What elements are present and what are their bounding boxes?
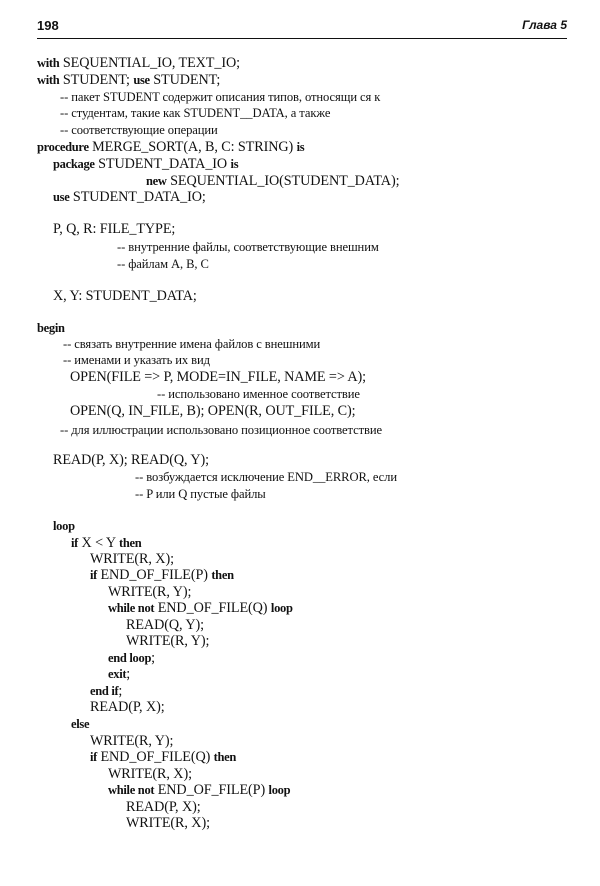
code-line bbox=[108, 650, 155, 666]
code-text: OPEN(Q, IN_FILE, B); OPEN(R, OUT_FILE, C); bbox=[70, 403, 356, 419]
code-comment: -- возбуждается исключение END__ERROR, если bbox=[135, 470, 397, 484]
keyword: while not bbox=[108, 783, 155, 797]
keyword: if bbox=[71, 536, 79, 550]
code-text: WRITE(R, X); bbox=[90, 551, 174, 567]
code-text: WRITE(R, Y); bbox=[126, 633, 210, 649]
code-line bbox=[90, 567, 234, 583]
code-text: WRITE(R, Y); bbox=[108, 584, 192, 600]
code-text: MERGE_SORT(A, B, C: STRING) bbox=[88, 139, 297, 155]
keyword: with bbox=[37, 56, 60, 70]
code-line bbox=[37, 55, 240, 71]
code-text: X < Y bbox=[78, 535, 119, 551]
keyword: use bbox=[133, 73, 150, 87]
code-line bbox=[71, 716, 89, 732]
code-line bbox=[135, 486, 266, 502]
code-line bbox=[60, 422, 382, 438]
code-text: WRITE(R, Y); bbox=[90, 733, 174, 749]
code-text: X, Y: STUDENT_DATA; bbox=[53, 288, 197, 304]
keyword: new bbox=[146, 174, 167, 188]
keyword: else bbox=[71, 717, 90, 731]
code-line bbox=[53, 452, 209, 468]
code-text: END_OF_FILE(P) bbox=[154, 782, 269, 798]
code-line bbox=[53, 156, 238, 172]
keyword: with bbox=[37, 73, 60, 87]
code-line bbox=[90, 749, 236, 765]
code-line bbox=[37, 139, 304, 155]
code-line bbox=[108, 666, 130, 682]
code-text: READ(Q, Y); bbox=[126, 617, 204, 633]
code-line bbox=[108, 600, 293, 616]
code-line bbox=[53, 518, 75, 534]
code-comment: -- для иллюстрации использовано позиционное соответствие bbox=[60, 423, 382, 437]
code-text: END_OF_FILE(Q) bbox=[154, 600, 271, 616]
keyword: then bbox=[213, 750, 237, 764]
code-line bbox=[90, 683, 122, 699]
keyword: loop bbox=[53, 519, 75, 533]
code-line bbox=[53, 288, 197, 304]
code-line bbox=[37, 72, 220, 88]
page-number: 198 bbox=[37, 18, 59, 33]
code-text: STUDENT; bbox=[59, 72, 134, 88]
code-text: STUDENT; bbox=[149, 72, 221, 88]
code-line bbox=[63, 352, 210, 368]
code-comment: -- использовано именное соответствие bbox=[157, 387, 360, 401]
keyword: loop bbox=[270, 601, 293, 615]
code-line bbox=[90, 699, 165, 715]
keyword: begin bbox=[37, 321, 65, 335]
code-text: WRITE(R, X); bbox=[108, 766, 192, 782]
code-line bbox=[90, 551, 174, 567]
code-text: END_OF_FILE(P) bbox=[97, 567, 212, 583]
code-line bbox=[108, 766, 192, 782]
code-comment: -- именами и указать их вид bbox=[63, 353, 210, 367]
code-line bbox=[126, 633, 209, 649]
code-line bbox=[60, 105, 330, 121]
code-line bbox=[126, 617, 204, 633]
code-text: READ(P, X); bbox=[126, 799, 201, 815]
code-comment: -- соответствующие операции bbox=[60, 123, 218, 137]
code-text: WRITE(R, X); bbox=[126, 815, 210, 831]
code-text: ; bbox=[126, 666, 131, 682]
code-comment: -- внутренние файлы, соответствующие внешним bbox=[117, 240, 379, 254]
keyword: use bbox=[53, 190, 70, 204]
keyword: procedure bbox=[37, 140, 89, 154]
code-line bbox=[53, 221, 175, 237]
keyword: then bbox=[118, 536, 142, 550]
code-comment: -- связать внутренние имена файлов с внешними bbox=[63, 337, 321, 351]
code-text: OPEN(FILE => P, MODE=IN_FILE, NAME => A); bbox=[70, 369, 367, 385]
keyword: exit bbox=[108, 667, 127, 681]
code-line bbox=[146, 173, 399, 189]
code-line bbox=[135, 469, 397, 485]
code-comment: -- пакет STUDENT содержит описания типов, относящи ся к bbox=[60, 90, 381, 104]
chapter-title: Глава 5 bbox=[522, 18, 567, 32]
code-text: READ(P, X); bbox=[90, 699, 165, 715]
keyword: if bbox=[90, 750, 98, 764]
code-text: ; bbox=[151, 650, 155, 666]
keyword: is bbox=[296, 140, 305, 154]
keyword: loop bbox=[268, 783, 291, 797]
code-line bbox=[90, 733, 173, 749]
keyword: then bbox=[211, 568, 234, 582]
code-text: SEQUENTIAL_IO, TEXT_IO; bbox=[59, 55, 240, 71]
keyword: while not bbox=[108, 601, 155, 615]
code-line bbox=[53, 189, 206, 205]
keyword: is bbox=[230, 157, 239, 171]
code-line bbox=[117, 239, 379, 255]
code-line bbox=[157, 386, 360, 402]
code-comment: -- файлам A, B, C bbox=[117, 257, 209, 271]
code-line bbox=[126, 815, 210, 831]
keyword: package bbox=[53, 157, 95, 171]
keyword: end if bbox=[90, 684, 119, 698]
keyword: end loop bbox=[108, 651, 152, 665]
code-comment: -- студентам, такие как STUDENT__DATA, а также bbox=[60, 106, 331, 120]
code-line bbox=[108, 584, 191, 600]
code-comment: -- P или Q пустые файлы bbox=[135, 487, 266, 501]
code-line bbox=[60, 122, 218, 138]
code-text: ; bbox=[118, 683, 123, 699]
code-line bbox=[126, 799, 201, 815]
code-line bbox=[71, 535, 141, 551]
code-line bbox=[63, 336, 320, 352]
code-line bbox=[70, 369, 366, 385]
code-line bbox=[60, 89, 380, 105]
code-text: STUDENT_DATA_IO; bbox=[69, 189, 206, 205]
code-text: STUDENT_DATA_IO bbox=[94, 156, 231, 172]
code-text: READ(P, X); READ(Q, Y); bbox=[53, 452, 209, 468]
code-line bbox=[108, 782, 290, 798]
code-line bbox=[70, 403, 355, 419]
keyword: if bbox=[90, 568, 98, 582]
code-line bbox=[117, 256, 209, 272]
code-text: SEQUENTIAL_IO(STUDENT_DATA); bbox=[166, 173, 400, 189]
code-line bbox=[37, 320, 65, 336]
code-text: END_OF_FILE(Q) bbox=[97, 749, 214, 765]
code-text: P, Q, R: FILE_TYPE; bbox=[53, 221, 176, 237]
